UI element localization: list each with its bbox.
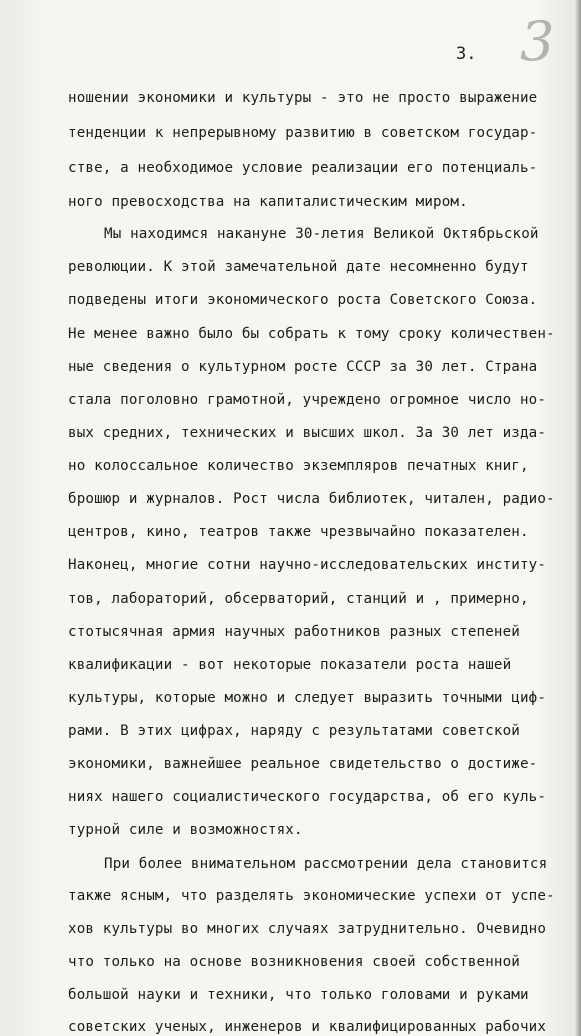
- text-line: большой науки и техники, что только головами и руками: [68, 987, 529, 1003]
- text-line: но колоссальное количество экземпляров печатных книг,: [68, 458, 529, 474]
- text-line: стотысячная армия научных работников разных степеней: [68, 624, 520, 640]
- text-line: брошюр и журналов. Рост числа библиотек, читален, радио-: [68, 491, 555, 507]
- text-line: ного превосходства на капиталистическим миром.: [68, 194, 468, 210]
- text-line: квалификации - вот некоторые показатели роста нашей: [68, 657, 512, 673]
- text-line: экономики, важнейшее реальное свидетельство о достиже-: [68, 756, 538, 772]
- handwritten-archive-mark: [520, 12, 560, 72]
- text-line: центров, кино, театров также чрезвычайно показателен.: [68, 524, 529, 540]
- text-line: стве, а необходимое условие реализации его потенциаль-: [68, 160, 538, 176]
- text-line: турной силе и возможностях.: [68, 822, 303, 838]
- text-line: подведены итоги экономического роста Советского Союза.: [68, 292, 538, 308]
- text-line: Наконец, многие сотни научно-исследовательских институ-: [68, 557, 547, 573]
- page-number: 3.: [456, 44, 477, 64]
- text-line: революции. К этой замечательной дате несомненно будут: [68, 259, 529, 275]
- text-line: вых средних, технических и высших школ. За 30 лет изда-: [68, 425, 547, 441]
- text-line: При более внимательном рассмотрении дела становится: [104, 856, 548, 872]
- text-line: ношении экономики и культуры - это не просто выражение: [68, 90, 538, 106]
- text-line: тов, лабораторий, обсерваторий, станций и , примерно,: [68, 591, 529, 607]
- text-line: стала поголовно грамотной, учреждено огромное число но-: [68, 392, 547, 408]
- text-line: советских ученых, инженеров и квалифицированных рабочих: [68, 1019, 547, 1035]
- text-line: Мы находимся накануне 30-летия Великой Октябрьской: [104, 226, 539, 242]
- text-line: культуры, которые можно и следует выразить точными циф-: [68, 690, 547, 706]
- text-line: также ясным, что разделять экономические успехи от успе-: [68, 888, 555, 904]
- text-line: рами. В этих цифрах, наряду с результатами советской: [68, 723, 520, 739]
- text-line: тенденции к непрерывному развитию в советском государ-: [68, 125, 538, 141]
- text-line: ные сведения о культурном росте СССР за 30 лет. Страна: [68, 359, 538, 375]
- text-line: Не менее важно было бы собрать к тому сроку количествен-: [68, 326, 555, 342]
- archive-mark-numeral: 3: [520, 10, 555, 73]
- text-line: хов культуры во многих случаях затруднительно. Очевидно: [68, 921, 547, 937]
- text-line: ниях нашего социалистического государства, об его куль-: [68, 789, 547, 805]
- text-line: что только на основе возникновения своей собственной: [68, 954, 520, 970]
- page-edge-shadow: [575, 0, 581, 1036]
